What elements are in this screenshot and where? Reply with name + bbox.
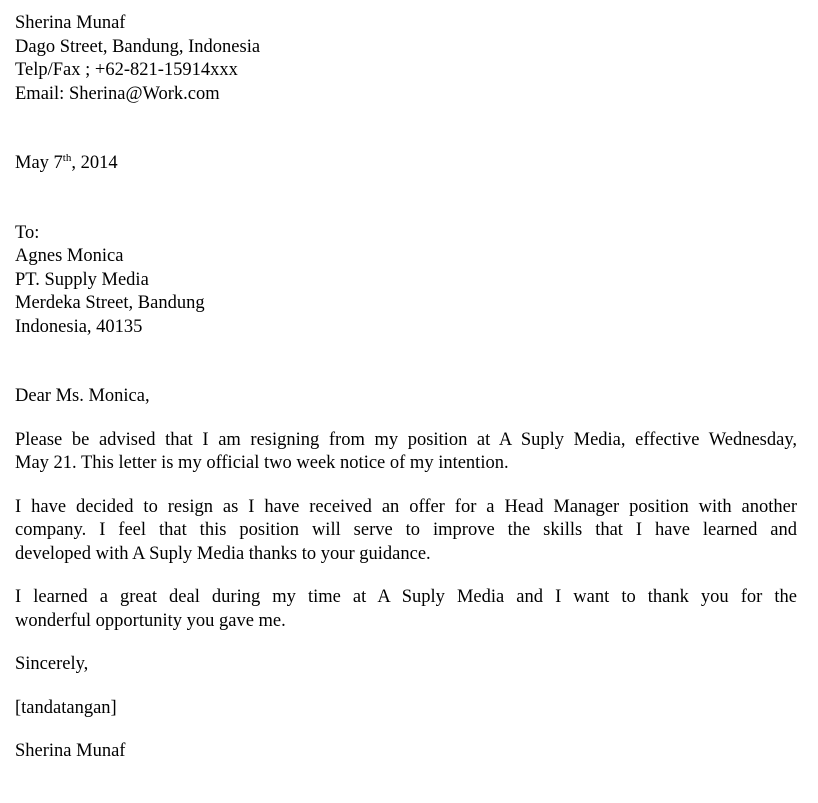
sender-address: Dago Street, Bandung, Indonesia — [15, 36, 261, 57]
recipient-company: PT. Supply Media — [15, 269, 149, 290]
salutation: Dear Ms. Monica, — [15, 386, 150, 406]
paragraph-2-line-2: company. I feel that this position will serve to improve the skills that I have learned and — [15, 520, 797, 540]
date-year: , 2014 — [71, 153, 118, 173]
signer-name: Sherina Munaf — [15, 741, 126, 761]
paragraph-2-line-3: developed with A Suply Media thanks to your guidance. — [15, 543, 431, 564]
sender-block — [15, 12, 797, 106]
letter-date — [15, 152, 797, 176]
sender-email: Email: Sherina@Work.com — [15, 83, 220, 104]
paragraph-1 — [15, 429, 797, 476]
recipient-label: To: — [15, 222, 40, 243]
letter-page — [15, 12, 797, 764]
paragraph-2 — [15, 496, 797, 567]
recipient-block — [15, 222, 797, 340]
recipient-street: Merdeka Street, Bandung — [15, 293, 205, 313]
sender-name: Sherina Munaf — [15, 13, 126, 33]
paragraph-3-line-2: wonderful opportunity you gave me. — [15, 610, 286, 631]
sender-phone: Telp/Fax ; +62-821-15914xxx — [15, 60, 238, 80]
date-month-day: May 7 — [15, 153, 63, 173]
paragraph-2-line-1: I have decided to resign as I have received an offer for a Head Manager position with another — [15, 496, 797, 517]
paragraph-3-line-1: I learned a great deal during my time at A Suply Media and I want to thank you for the — [15, 587, 797, 607]
paragraph-1-line-1: Please be advised that I am resigning from my position at A Suply Media, effective Wednesday, — [15, 429, 797, 450]
paragraph-3 — [15, 586, 797, 633]
recipient-name: Agnes Monica — [15, 246, 124, 266]
closing: Sincerely, — [15, 654, 89, 674]
recipient-country: Indonesia, 40135 — [15, 316, 143, 337]
date-suffix: th — [62, 152, 72, 164]
paragraph-1-line-2: May 21. This letter is my official two week notice of my intention. — [15, 453, 509, 473]
signature-placeholder: [tandatangan] — [15, 697, 117, 718]
